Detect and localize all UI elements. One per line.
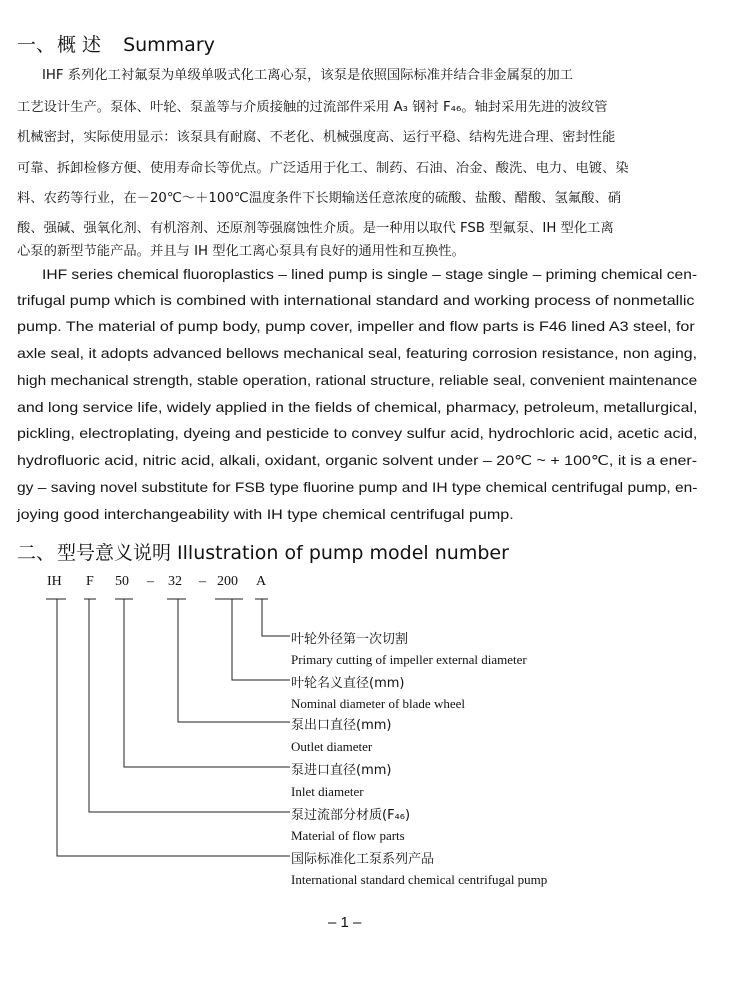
page-number: – 1 –	[328, 914, 362, 931]
connector-outlet	[178, 599, 290, 722]
label-material-cn: 泵过流部分材质(F₄₆)	[291, 808, 411, 823]
text-line: pickling, electroplating, dyeing and pesticide to convey sulfur acid, hydrochloric acid, acetic acid,	[17, 425, 698, 441]
text-line: pump. The material of pump body, pump cover, impeller and flow parts is F46 lined A3 steel, for	[17, 318, 695, 334]
code-part-f: F	[86, 574, 94, 589]
text-line: trifugal pump which is combined with international standard and working process of nonmetallic	[17, 292, 695, 308]
text-line: high mechanical strength, stable operation, rational structure, reliable seal, convenient maintenance	[17, 372, 698, 388]
summary-number: 一、	[17, 34, 56, 56]
connector-material	[89, 599, 290, 812]
label-outlet-cn: 泵出口直径(mm)	[291, 718, 392, 733]
text-line: joying good interchangeability with IH type chemical centrifugal pump.	[17, 506, 514, 522]
label-inlet-en: Inlet diameter	[291, 784, 364, 799]
label-cutting-cn: 叶轮外径第一次切割	[291, 632, 409, 647]
label-material-en: Material of flow parts	[291, 828, 405, 843]
text-line: gy – saving novel substitute for FSB type fluorine pump and IH type chemical centrifugal pump, en-	[17, 479, 698, 495]
text-line: 心泵的新型节能产品。并且与 IH 型化工离心泵具有良好的通用性和互换性。	[17, 244, 465, 259]
text-line: 酸、强碱、强氧化剂、有机溶剂、还原剂等强腐蚀性介质。是一种用以取代 FSB 型氟泵、IH 型化工离	[17, 221, 614, 236]
code-part-outlet: 32	[168, 574, 182, 589]
summary-title-cn: 概 述	[57, 34, 102, 56]
connector-cutting	[262, 599, 290, 636]
label-inlet-cn: 泵进口直径(mm)	[291, 763, 392, 778]
connector-impeller	[232, 599, 290, 680]
label-series-cn: 国际标准化工泵系列产品	[291, 852, 435, 867]
code-dash: –	[199, 574, 206, 589]
code-dash: –	[147, 574, 154, 589]
label-outlet-en: Outlet diameter	[291, 739, 373, 754]
text-line: 料、农药等行业，在－20℃～＋100℃温度条件下长期输送任意浓度的硫酸、盐酸、醋酸、氢氟酸、硝	[17, 191, 622, 206]
label-impeller-cn: 叶轮名义直径(mm)	[291, 676, 405, 691]
code-part-cutting: A	[256, 574, 267, 589]
text-line: IHF series chemical fluoroplastics – lined pump is single – stage single – priming chemical cen-	[42, 266, 698, 282]
text-line: IHF 系列化工衬氟泵为单级单吸式化工离心泵，该泵是依照国际标准并结合非金属泵的加工	[42, 68, 574, 83]
code-part-inlet: 50	[115, 574, 129, 589]
model-title-cn: 型号意义说明	[57, 542, 172, 564]
text-line: 机械密封，实际使用显示：该泵具有耐腐、不老化、机械强度高、运行平稳、结构先进合理、密封性能	[17, 130, 616, 145]
text-line: 工艺设计生产。泵体、叶轮、泵盖等与介质接触的过流部件采用 A₃ 钢衬 F₄₆。轴封采用先进的波纹管	[17, 100, 608, 115]
label-impeller-en: Nominal diameter of blade wheel	[291, 696, 465, 711]
model-title-en: Illustration of pump model number	[177, 542, 509, 564]
text-line: and long service life, widely applied in the fields of chemical, pharmacy, petroleum, metallurgical,	[17, 399, 698, 415]
text-line: hydrofluoric acid, nitric acid, alkali, oxidant, organic solvent under – 20℃ ~ + 100℃, it is a ener-	[17, 452, 698, 468]
text-line: axle seal, it adopts advanced bellows mechanical seal, featuring corrosion resistance, non aging,	[17, 345, 698, 361]
connector-inlet	[124, 599, 290, 767]
text-line: 可靠、拆卸检修方便、使用寿命长等优点。广泛适用于化工、制药、石油、冶金、酸洗、电力、电镀、染	[17, 161, 629, 176]
code-part-impeller: 200	[217, 574, 238, 589]
code-part-ih: IH	[47, 574, 62, 589]
label-cutting-en: Primary cutting of impeller external diameter	[291, 652, 527, 667]
summary-title-en: Summary	[123, 34, 215, 56]
connector-series	[57, 599, 290, 856]
label-series-en: International standard chemical centrifugal pump	[291, 872, 548, 887]
model-number: 二、	[17, 542, 56, 564]
